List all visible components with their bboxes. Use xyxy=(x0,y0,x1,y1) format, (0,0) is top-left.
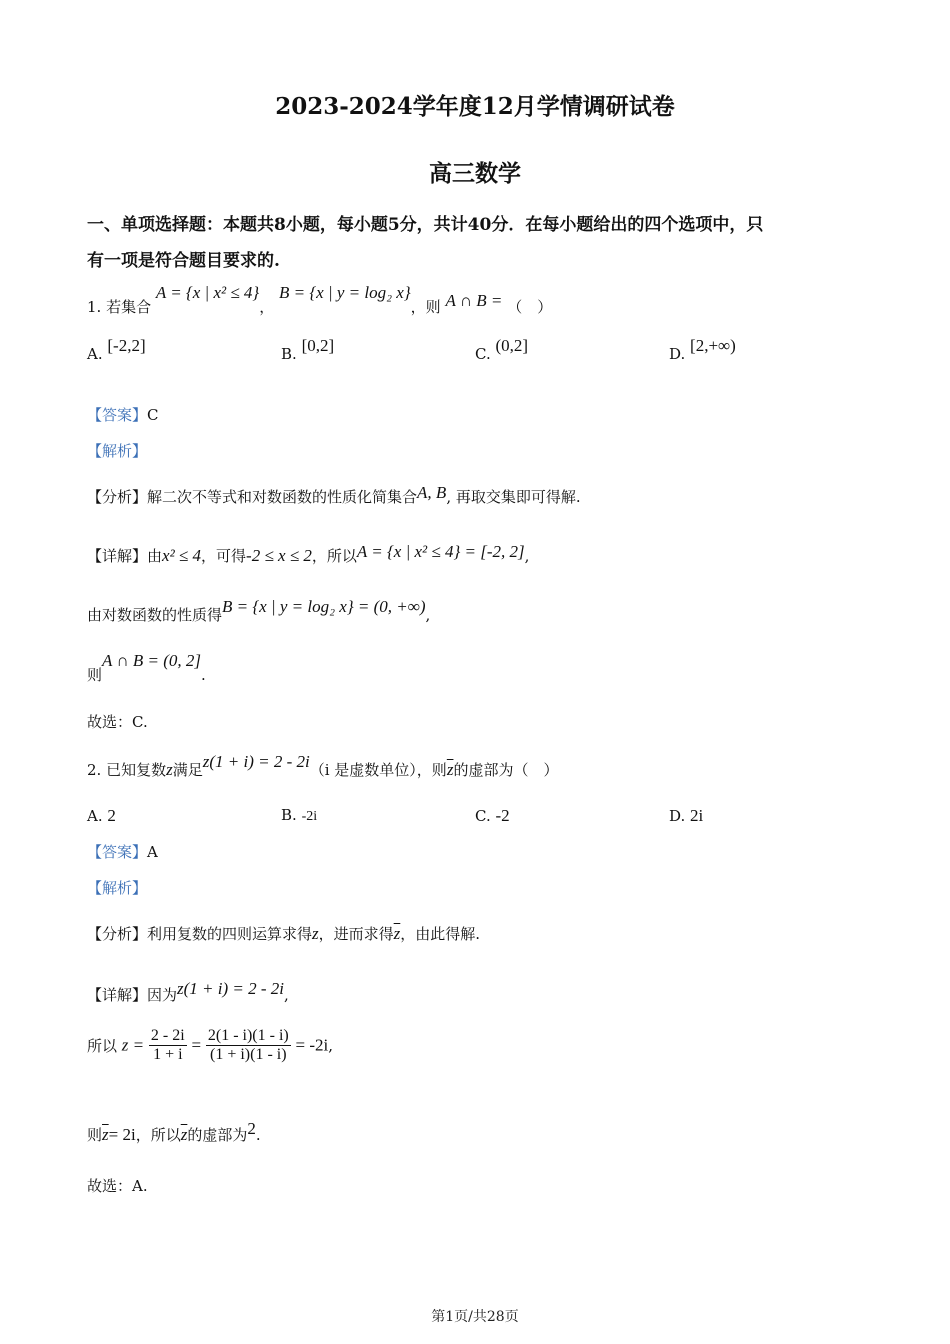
question-2-stem xyxy=(87,752,559,780)
q2-tail: 的虚部为（ ） xyxy=(453,761,559,779)
page-subtitle: 高三数学 xyxy=(429,160,521,187)
analysis-tag: 【解析】 xyxy=(87,879,148,897)
detail-text: 由对数函数的性质得 xyxy=(87,606,223,624)
detail-math: = -2i xyxy=(295,1035,329,1055)
option-value: 2i xyxy=(690,806,704,825)
q1-answer xyxy=(87,404,159,425)
detail-text: ，所以 xyxy=(311,547,357,565)
q1-detail-3 xyxy=(87,651,206,685)
fenxi-tail: , 再取交集即可得解. xyxy=(446,488,581,506)
page-title: 2023-2024学年度12月学情调研试卷 xyxy=(275,93,675,120)
detail-tag: 【详解】 xyxy=(87,986,148,1004)
option-value: (0,2] xyxy=(495,336,529,355)
q2-satisfy: 满足 xyxy=(172,761,203,779)
fenxi-tag: 【分析】 xyxy=(87,488,148,506)
q2-conclusion: 故选：A. xyxy=(87,1177,148,1195)
q1-analysis-tag xyxy=(87,440,147,461)
page-footer: 第1页/共28页 xyxy=(431,1309,519,1325)
option-value: 2 xyxy=(107,806,116,825)
detail-text: 的虚部为 xyxy=(187,1126,248,1144)
option-value: [2,+∞) xyxy=(690,336,736,355)
answer-value: A xyxy=(147,843,158,861)
q1-expr: A ∩ B = xyxy=(445,291,503,310)
option-label: D. xyxy=(669,345,686,363)
q2-option-b xyxy=(281,806,317,825)
q1-option-d xyxy=(669,336,736,364)
fraction-numerator: 2(1 - i)(1 - i) xyxy=(207,1027,289,1044)
q2-option-d xyxy=(669,806,703,826)
q2-answer xyxy=(87,841,158,862)
fenxi-math: A, B xyxy=(417,483,447,502)
q2-option-c xyxy=(475,806,510,826)
detail-text: . xyxy=(255,1126,261,1144)
option-label: A. xyxy=(87,807,103,825)
option-value: [-2,2] xyxy=(107,336,146,355)
q2-option-a xyxy=(87,806,116,826)
q2-detail-3 xyxy=(87,1119,261,1145)
fraction-denominator: 1 + i xyxy=(153,1046,183,1063)
detail-text: ，所以 xyxy=(135,1126,181,1144)
q1-option-b xyxy=(281,336,335,364)
fenxi-tag: 【分析】 xyxy=(87,925,148,943)
q1-set-b: B = {x | y = log₂ x} xyxy=(279,283,411,302)
fraction-numerator: 2 - 2i xyxy=(150,1027,185,1044)
detail-math: 2 xyxy=(247,1119,256,1138)
q1-fenxi xyxy=(87,483,581,507)
fenxi-zbar: $\overline{z}$ xyxy=(393,924,401,943)
fenxi-text: 利用复数的四则运算求得 xyxy=(147,925,313,943)
option-label: A. xyxy=(87,345,103,363)
fraction-1 xyxy=(149,1027,187,1064)
q1-comma: ， xyxy=(259,298,275,316)
detail-text: ，可得 xyxy=(201,547,247,565)
detail-math: = 2i xyxy=(108,1125,136,1144)
detail-zbar: $\overline{z}$ xyxy=(180,1125,188,1144)
fenxi-z: z xyxy=(312,924,319,943)
option-label: D. xyxy=(669,807,686,825)
detail-zbar: $\overline{z}$ xyxy=(102,1125,109,1144)
answer-tag: 【答案】 xyxy=(87,406,148,424)
q2-equation: z(1 + i) = 2 - 2i xyxy=(202,752,310,771)
q2-detail-1 xyxy=(87,979,289,1005)
option-label: B. xyxy=(281,806,297,824)
section-heading-line2: 有一项是符合题目要求的. xyxy=(87,251,280,271)
option-value: -2i xyxy=(301,809,318,824)
detail-math: A = {x | x² ≤ 4} = [-2, 2] xyxy=(356,542,525,561)
q2-prefix: 2. 已知复数 xyxy=(87,761,167,779)
option-label: C. xyxy=(475,345,491,363)
option-label: C. xyxy=(475,807,491,825)
detail-text: 由 xyxy=(147,547,163,565)
detail-text: 则 xyxy=(87,666,103,684)
analysis-tag: 【解析】 xyxy=(87,442,148,460)
detail-text: , xyxy=(328,1036,334,1055)
q2-fenxi xyxy=(87,923,480,944)
fraction-2 xyxy=(206,1027,291,1064)
q1-conclusion: 故选：C. xyxy=(87,713,148,731)
detail-math: z(1 + i) = 2 - 2i xyxy=(177,979,285,998)
detail-math: x² ≤ 4 xyxy=(162,546,202,565)
detail-text: , xyxy=(425,606,431,624)
q1-paren: （ ） xyxy=(507,298,553,316)
q1-set-a: A = {x | x² ≤ 4} xyxy=(155,283,260,302)
q1-prefix: 1. 若集合 xyxy=(87,298,152,316)
q2-detail-2 xyxy=(87,1027,333,1064)
q1-detail-2 xyxy=(87,597,431,625)
answer-tag: 【答案】 xyxy=(87,843,148,861)
q1-detail-1 xyxy=(87,542,530,566)
question-1-stem xyxy=(87,283,553,317)
detail-text: , xyxy=(284,986,289,1004)
detail-math: -2 ≤ x ≤ 2 xyxy=(246,546,312,565)
option-value: -2 xyxy=(495,806,510,825)
q2-note: （i 是虚数单位），则 xyxy=(309,761,447,779)
answer-value: C xyxy=(147,406,159,424)
fraction-denominator: (1 + i)(1 - i) xyxy=(210,1046,287,1063)
q1-then: ，则 xyxy=(410,298,441,316)
detail-text: 因为 xyxy=(147,986,178,1004)
detail-math: z = xyxy=(121,1035,145,1055)
section-heading-line1: 一、单项选择题：本题共8小题，每小题5分，共计40分．在每小题给出的四个选项中，只 xyxy=(87,215,764,235)
fenxi-text: 解二次不等式和对数函数的性质化简集合 xyxy=(147,488,418,506)
q2-zbar: $\overline{z}$ xyxy=(446,760,454,779)
fenxi-tail: ，由此得解. xyxy=(400,925,481,943)
fenxi-text: ，进而求得 xyxy=(318,925,394,943)
q2-z: z xyxy=(166,760,173,779)
detail-text: . xyxy=(201,666,206,684)
q1-option-c xyxy=(475,336,529,364)
detail-math: A ∩ B = (0, 2] xyxy=(102,651,202,670)
option-value: [0,2] xyxy=(301,336,335,355)
detail-text: , xyxy=(524,547,530,565)
q2-analysis-tag xyxy=(87,877,147,898)
detail-text: 所以 xyxy=(87,1037,118,1055)
detail-tag: 【详解】 xyxy=(87,547,148,565)
q1-option-a xyxy=(87,336,146,364)
detail-math: B = {x | y = log₂ x} = (0, +∞) xyxy=(222,597,426,616)
option-label: B. xyxy=(281,345,297,363)
detail-text: 则 xyxy=(87,1126,103,1144)
detail-math: = xyxy=(191,1035,202,1055)
